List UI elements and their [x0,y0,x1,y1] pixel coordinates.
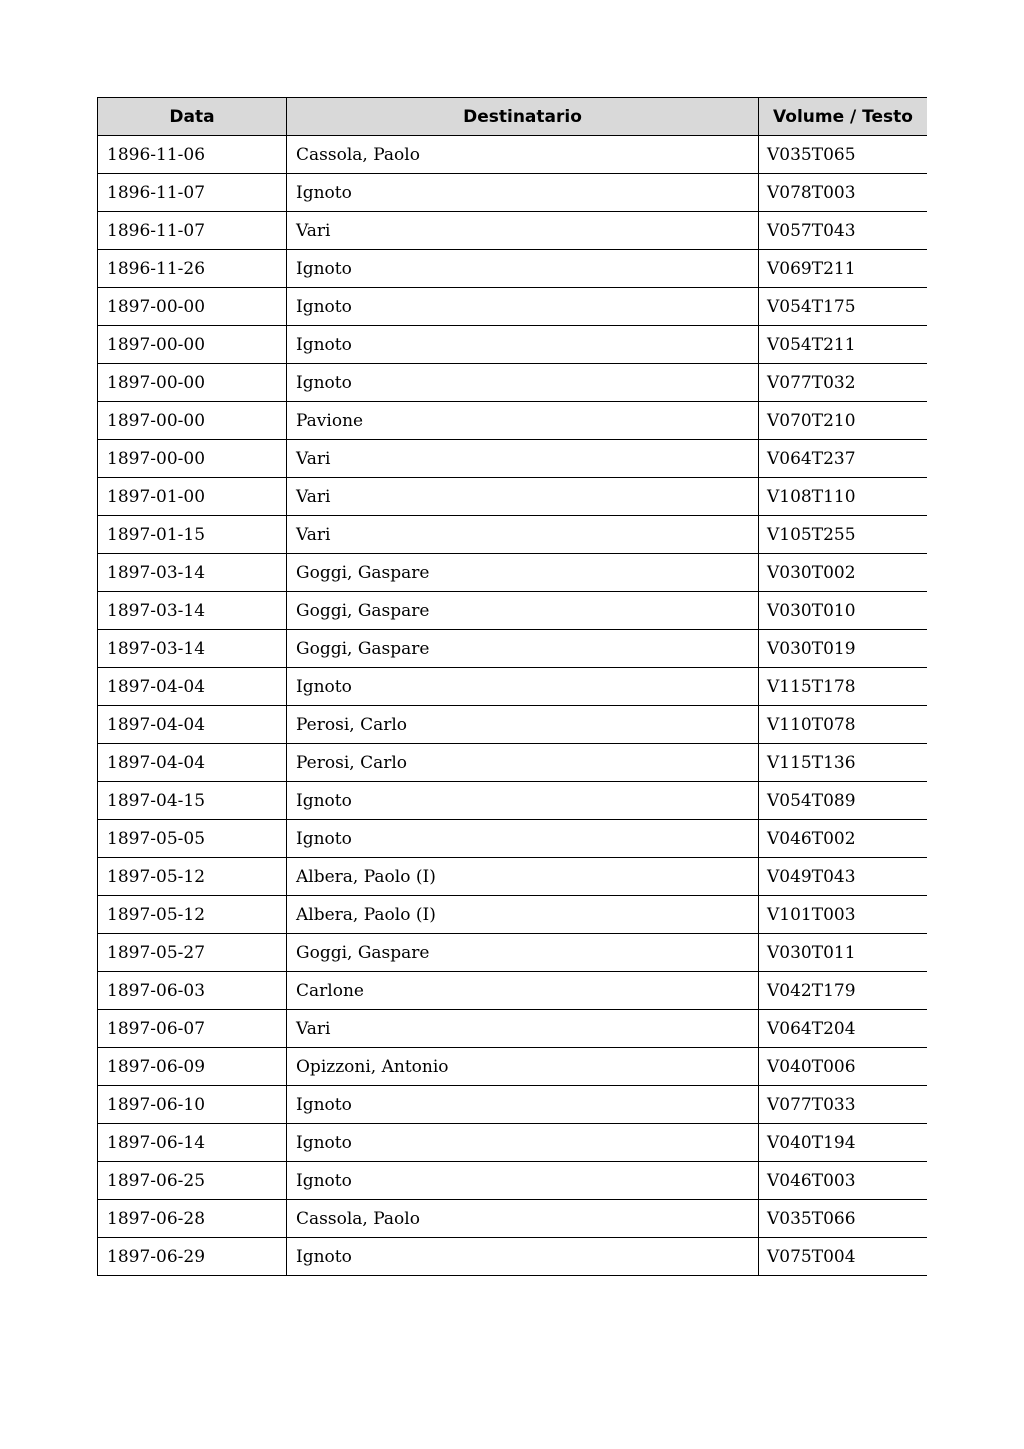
volume-text-cell: V046T002 [759,820,928,858]
recipient-cell: Perosi, Carlo [287,744,759,782]
volume-text-cell: V035T065 [759,136,928,174]
table-row [98,972,928,1010]
volume-text-cell: V030T019 [759,630,928,668]
column-header-date: Data [98,98,287,136]
date-cell: 1897-05-12 [98,896,287,934]
table-row [98,440,928,478]
recipient-cell: Opizzoni, Antonio [287,1048,759,1086]
date-cell: 1897-04-04 [98,668,287,706]
volume-text-cell: V105T255 [759,516,928,554]
recipient-cell: Goggi, Gaspare [287,592,759,630]
date-cell: 1896-11-26 [98,250,287,288]
recipient-cell: Albera, Paolo (I) [287,858,759,896]
table-row [98,516,928,554]
recipient-cell: Goggi, Gaspare [287,934,759,972]
table-row [98,212,928,250]
volume-text-cell: V040T194 [759,1124,928,1162]
table-row [98,136,928,174]
date-cell: 1897-06-03 [98,972,287,1010]
date-cell: 1897-04-15 [98,782,287,820]
recipient-cell: Vari [287,1010,759,1048]
recipient-cell: Ignoto [287,1086,759,1124]
volume-text-cell: V057T043 [759,212,928,250]
table-row [98,858,928,896]
date-cell: 1897-04-04 [98,744,287,782]
table-row [98,934,928,972]
table-row [98,592,928,630]
recipient-cell: Goggi, Gaspare [287,630,759,668]
date-cell: 1897-06-14 [98,1124,287,1162]
recipient-cell: Ignoto [287,1162,759,1200]
letters-table [97,97,927,1276]
volume-text-cell: V115T136 [759,744,928,782]
recipient-cell: Vari [287,440,759,478]
table-body [98,136,928,1276]
table-row [98,364,928,402]
date-cell: 1896-11-07 [98,212,287,250]
date-cell: 1897-00-00 [98,326,287,364]
table-row [98,1200,928,1238]
date-cell: 1897-05-27 [98,934,287,972]
table-row [98,820,928,858]
volume-text-cell: V101T003 [759,896,928,934]
recipient-cell: Cassola, Paolo [287,1200,759,1238]
recipient-cell: Pavione [287,402,759,440]
table-row [98,1086,928,1124]
volume-text-cell: V030T011 [759,934,928,972]
date-cell: 1897-06-25 [98,1162,287,1200]
table-row [98,174,928,212]
recipient-cell: Ignoto [287,668,759,706]
volume-text-cell: V078T003 [759,174,928,212]
recipient-cell: Ignoto [287,288,759,326]
date-cell: 1897-03-14 [98,630,287,668]
table-row [98,288,928,326]
recipient-cell: Ignoto [287,820,759,858]
volume-text-cell: V046T003 [759,1162,928,1200]
volume-text-cell: V042T179 [759,972,928,1010]
volume-text-cell: V035T066 [759,1200,928,1238]
date-cell: 1897-03-14 [98,554,287,592]
recipient-cell: Carlone [287,972,759,1010]
date-cell: 1897-03-14 [98,592,287,630]
table-row [98,782,928,820]
recipient-cell: Ignoto [287,1238,759,1276]
date-cell: 1897-06-28 [98,1200,287,1238]
volume-text-cell: V115T178 [759,668,928,706]
volume-text-cell: V040T006 [759,1048,928,1086]
table-row [98,250,928,288]
table-header-row [98,98,928,136]
recipient-cell: Albera, Paolo (I) [287,896,759,934]
table-row [98,1048,928,1086]
table-row [98,1010,928,1048]
recipient-cell: Vari [287,212,759,250]
recipient-cell: Ignoto [287,1124,759,1162]
recipient-cell: Vari [287,478,759,516]
date-cell: 1897-05-05 [98,820,287,858]
volume-text-cell: V054T175 [759,288,928,326]
date-cell: 1896-11-07 [98,174,287,212]
volume-text-cell: V069T211 [759,250,928,288]
volume-text-cell: V054T211 [759,326,928,364]
recipient-cell: Perosi, Carlo [287,706,759,744]
date-cell: 1897-06-09 [98,1048,287,1086]
volume-text-cell: V077T033 [759,1086,928,1124]
date-cell: 1897-05-12 [98,858,287,896]
volume-text-cell: V108T110 [759,478,928,516]
column-header-recipient: Destinatario [287,98,759,136]
date-cell: 1897-01-00 [98,478,287,516]
column-header-volume-text: Volume / Testo [759,98,928,136]
date-cell: 1897-06-07 [98,1010,287,1048]
date-cell: 1897-01-15 [98,516,287,554]
date-cell: 1897-00-00 [98,288,287,326]
volume-text-cell: V030T010 [759,592,928,630]
date-cell: 1897-06-29 [98,1238,287,1276]
volume-text-cell: V054T089 [759,782,928,820]
table-row [98,554,928,592]
table-row [98,706,928,744]
volume-text-cell: V064T204 [759,1010,928,1048]
volume-text-cell: V030T002 [759,554,928,592]
recipient-cell: Cassola, Paolo [287,136,759,174]
date-cell: 1897-04-04 [98,706,287,744]
volume-text-cell: V049T043 [759,858,928,896]
table-row [98,668,928,706]
recipient-cell: Ignoto [287,250,759,288]
recipient-cell: Ignoto [287,782,759,820]
recipient-cell: Ignoto [287,174,759,212]
recipient-cell: Ignoto [287,326,759,364]
table-row [98,630,928,668]
table-row [98,326,928,364]
date-cell: 1896-11-06 [98,136,287,174]
table-row [98,478,928,516]
volume-text-cell: V075T004 [759,1238,928,1276]
date-cell: 1897-00-00 [98,364,287,402]
date-cell: 1897-00-00 [98,402,287,440]
volume-text-cell: V064T237 [759,440,928,478]
table-row [98,402,928,440]
date-cell: 1897-06-10 [98,1086,287,1124]
date-cell: 1897-00-00 [98,440,287,478]
table-row [98,1238,928,1276]
letters-table-container [97,97,927,1312]
recipient-cell: Goggi, Gaspare [287,554,759,592]
table-row [98,896,928,934]
table-row [98,1124,928,1162]
volume-text-cell: V077T032 [759,364,928,402]
volume-text-cell: V110T078 [759,706,928,744]
table-row [98,1162,928,1200]
table-row [98,744,928,782]
recipient-cell: Vari [287,516,759,554]
volume-text-cell: V070T210 [759,402,928,440]
recipient-cell: Ignoto [287,364,759,402]
